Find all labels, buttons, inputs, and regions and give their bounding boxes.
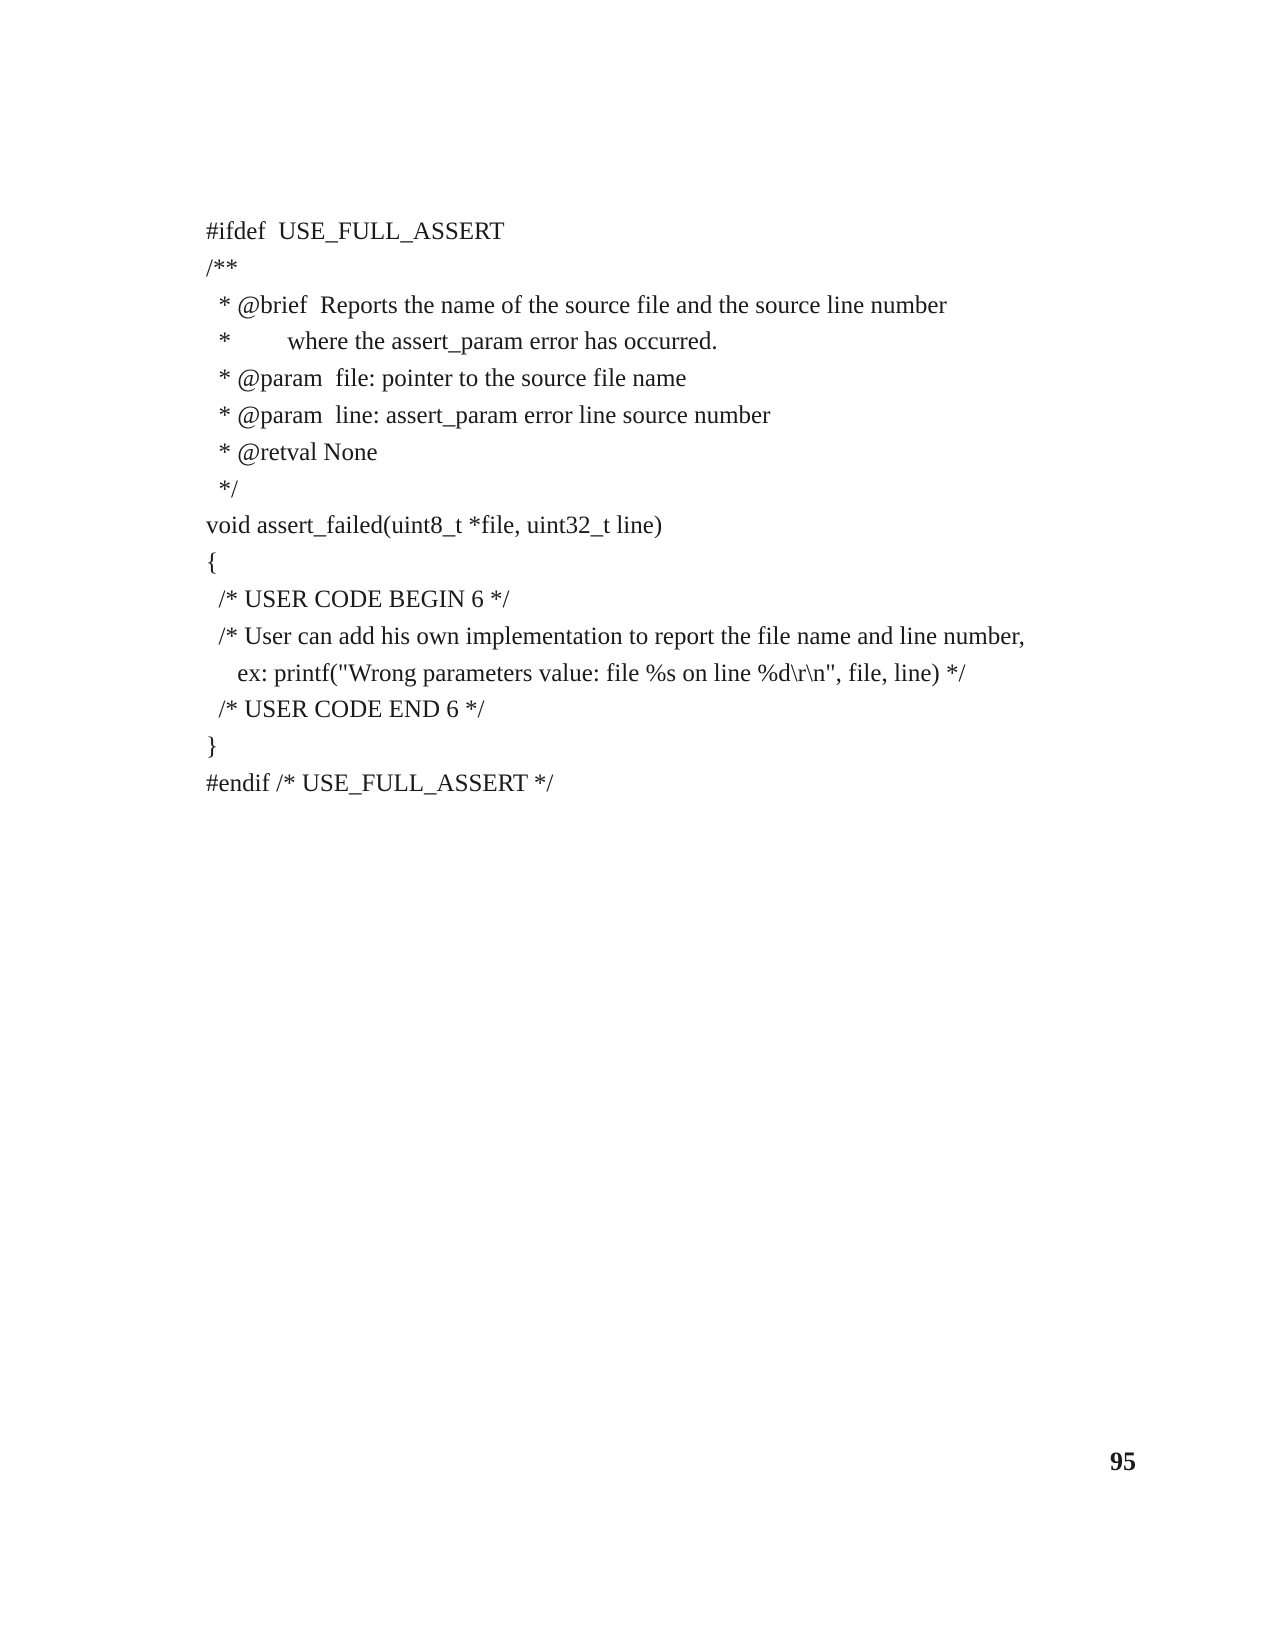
code-line: void assert_failed(uint8_t *file, uint32_t line) [206,512,663,540]
code-line: /* USER CODE BEGIN 6 */ [206,585,510,613]
code-line: * @brief Reports the name of the source file and the source line number [206,291,947,319]
page-number: 95 [1110,1447,1136,1476]
code-line: /* USER CODE END 6 */ [206,696,485,724]
code-listing [206,214,1106,803]
code-line: /* User can add his own implementation to report the file name and line number, [206,622,1025,650]
code-line: * @retval None [206,438,378,466]
code-line: * @param file: pointer to the source file name [206,365,687,393]
code-line: */ [206,475,238,503]
code-line: #ifdef USE_FULL_ASSERT [206,218,505,245]
code-line: /** [206,254,238,282]
code-line: } [206,733,218,761]
code-line: #endif /* USE_FULL_ASSERT */ [206,769,554,797]
code-line: { [206,549,218,577]
code-line: ex: printf("Wrong parameters value: file %s on line %d\r\n", file, line) */ [206,659,966,687]
code-line: * where the assert_param error has occurred. [206,328,718,356]
code-line: * @param line: assert_param error line source number [206,401,771,429]
